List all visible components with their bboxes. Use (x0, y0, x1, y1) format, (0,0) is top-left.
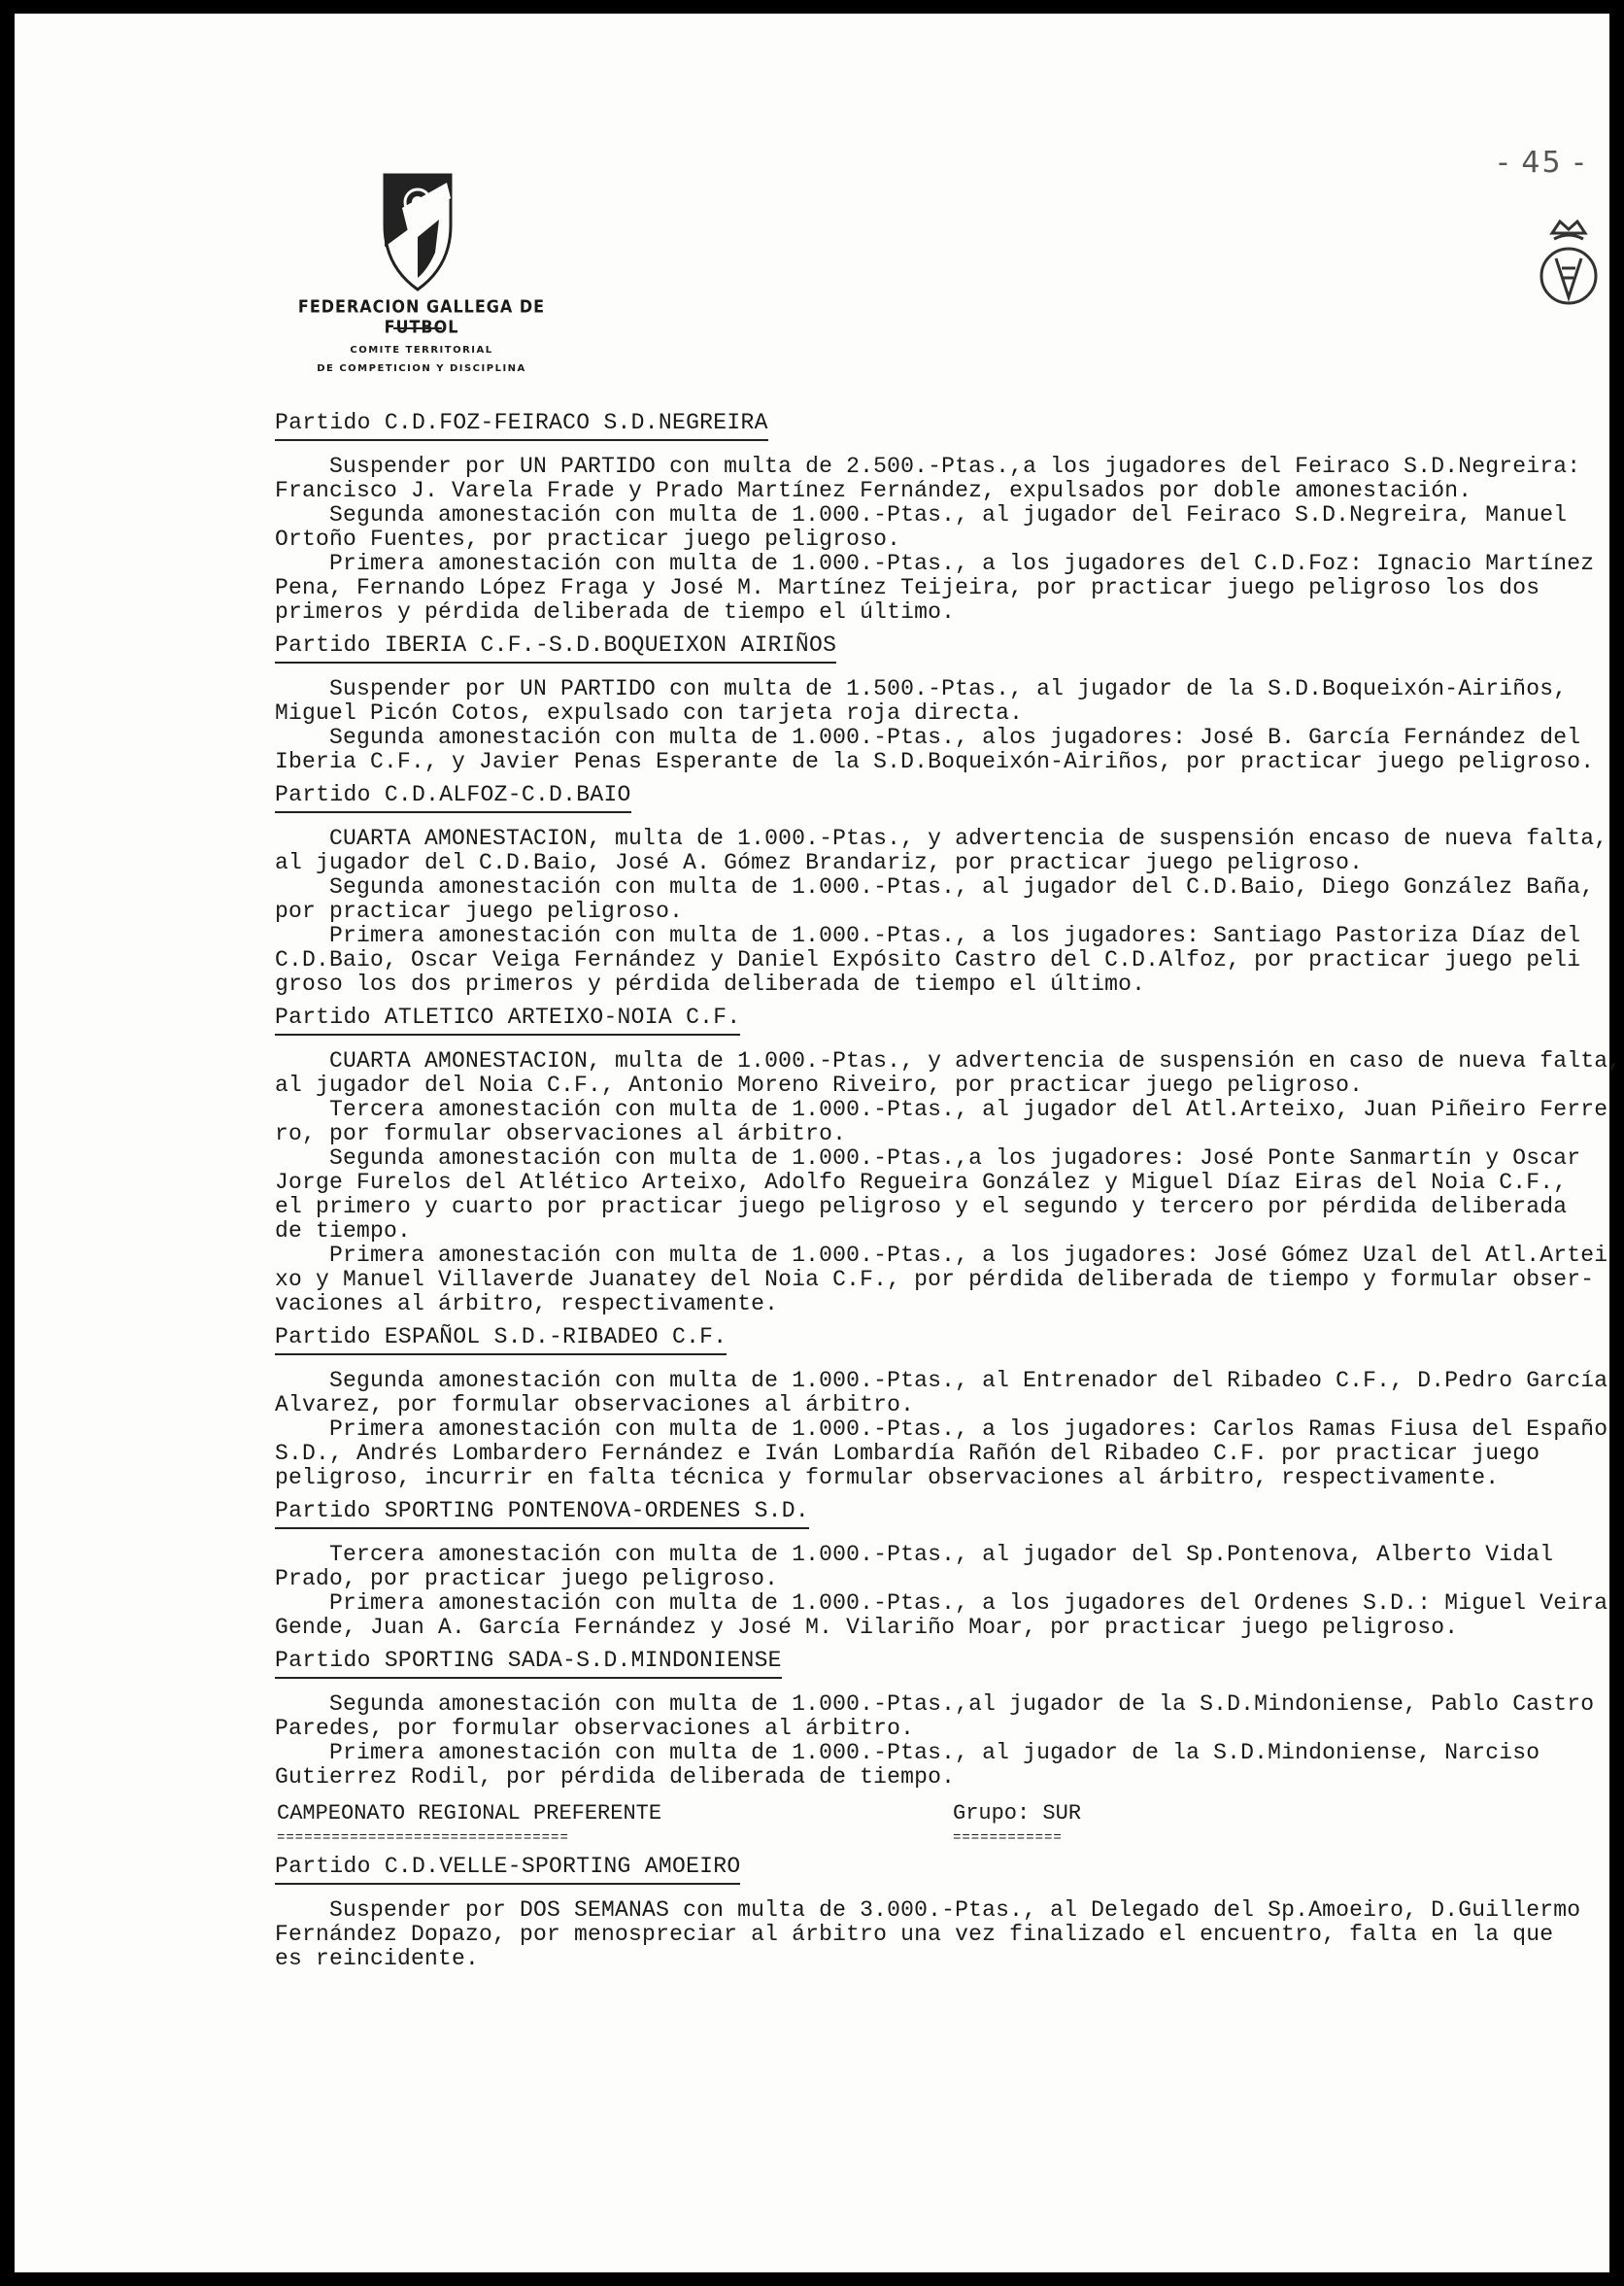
committee-line1: COMITE TERRITORIAL (350, 345, 493, 356)
resolution-paragraph: Suspender por UN PARTIDO con multa de 2.500.-Ptas.,a los jugadores del Feiraco S.D.Negreira: Francisco J. Varela Frade y Prado Martínez Fernández, expulsados por doble amonestación. (275, 454, 1581, 503)
group-name: Grupo: SUR (953, 1801, 1082, 1825)
committee-line2: DE COMPETICION Y DISCIPLINA (317, 363, 526, 374)
match-block (275, 1846, 1624, 1971)
document-page (15, 14, 1622, 2272)
match-title: Partido ATLETICO ARTEIXO-NOIA C.F. (275, 1005, 740, 1036)
championship-underline: ================================ (277, 1830, 569, 1846)
resolution-paragraph: Primera amonestación con multa de 1.000.-Ptas., a los jugadores: Carlos Ramas Fiusa del Españo S.D., Andrés Lombardero Fernández e Iván Lombardía Rañón del Ribadeo C.F. por practicar juego peligroso, incurrir en falta técnica y formular observaciones al árbitro, respectivamente. (275, 1416, 1608, 1490)
resolution-paragraph: Primera amonestación con multa de 1.000.-Ptas., al jugador de la S.D.Mindoniense, Narciso Gutierrez Rodil, por pérdida deliberada de tiempo. (275, 1740, 1540, 1790)
match-block (275, 774, 1624, 997)
header-divider (393, 327, 442, 329)
resolution-paragraph: Primera amonestación con multa de 1.000.-Ptas., a los jugadores del C.D.Foz: Ignacio Martínez Pena, Fernando López Fraga y José M. Martínez Teijeira, por practicar juego peligroso los dos primeros y pérdida deliberada de tiempo el último. (275, 551, 1595, 625)
match-block (275, 997, 1624, 1316)
resolution-paragraph: Segunda amonestación con multa de 1.000.-Ptas., al jugador del Feiraco S.D.Negreira, Manuel Ortoño Fuentes, por practicar juego peligroso. (275, 502, 1568, 552)
match-block (275, 1316, 1624, 1490)
match-title: Partido C.D.FOZ-FEIRACO S.D.NEGREIRA (275, 410, 768, 441)
group-underline: ============ (953, 1830, 1063, 1846)
resolution-paragraph: Primera amonestación con multa de 1.000.-Ptas., a los jugadores del Ordenes S.D.: Miguel Veira Gende, Juan A. García Fernández y José M. Vilariño Moar, por practicar juego peligroso. (275, 1590, 1608, 1640)
royal-crest-icon (1537, 218, 1601, 307)
resolution-paragraph: Segunda amonestación con multa de 1.000.-Ptas.,al jugador de la S.D.Mindoniense, Pablo Castro Paredes, por formular observaciones al árbitro. (275, 1691, 1595, 1741)
resolution-paragraph: Primera amonestación con multa de 1.000.-Ptas., a los jugadores: Santiago Pastoriza Díaz del C.D.Baio, Oscar Veiga Fernández y Daniel Expósito Castro del C.D.Alfoz, por practicar juego peli groso los dos primeros y pérdida deliberada de tiempo el último. (275, 923, 1581, 997)
group-heading (953, 1801, 1081, 1844)
federation-name: FEDERACION GALLEGA DE FUTBOL (297, 296, 546, 337)
page-number: - 45 - (1498, 146, 1586, 180)
federation-shield-logo-icon (379, 169, 457, 293)
match-block (275, 625, 1624, 774)
championship-name: CAMPEONATO REGIONAL PREFERENTE (277, 1801, 662, 1825)
resolution-paragraph: Suspender por DOS SEMANAS con multa de 3.000.-Ptas., al Delegado del Sp.Amoeiro, D.Guillermo Fernández Dopazo, por menospreciar al árbitro una vez finalizado el encuentro, falta en la que es reincidente. (275, 1897, 1581, 1971)
resolution-paragraph: Segunda amonestación con multa de 1.000.-Ptas., al Entrenador del Ribadeo C.F., D.Pedro García Alvarez, por formular observaciones al árbitro. (275, 1368, 1608, 1417)
match-title: Partido SPORTING SADA-S.D.MINDONIENSE (275, 1648, 782, 1679)
championship-heading (277, 1801, 661, 1844)
match-block (275, 410, 1624, 625)
championship-section-heading (275, 1801, 1624, 1846)
resolutions-content (275, 410, 1624, 1971)
match-title: Partido C.D.ALFOZ-C.D.BAIO (275, 782, 631, 813)
match-block (275, 1640, 1624, 1790)
resolution-paragraph: Segunda amonestación con multa de 1.000.-Ptas., alos jugadores: José B. García Fernández del Iberia C.F., y Javier Penas Esperante de la S.D.Boqueixón-Airiños, por practicar juego peligroso. (275, 725, 1595, 774)
resolution-paragraph: CUARTA AMONESTACION, multa de 1.000.-Ptas., y advertencia de suspensión encaso de nueva falta, al jugador del C.D.Baio, José A. Gómez Brandariz, por practicar juego peligroso. (275, 826, 1608, 875)
match-title: Partido SPORTING PONTENOVA-ORDENES S.D. (275, 1498, 809, 1529)
resolution-paragraph: Segunda amonestación con multa de 1.000.-Ptas., al jugador del C.D.Baio, Diego González Baña, por practicar juego peligroso. (275, 874, 1595, 924)
resolution-paragraph: Tercera amonestación con multa de 1.000.-Ptas., al jugador del Sp.Pontenova, Alberto Vidal Prado, por practicar juego peligroso. (275, 1542, 1554, 1591)
match-title: Partido ESPAÑOL S.D.-RIBADEO C.F. (275, 1324, 727, 1355)
resolution-paragraph: Segunda amonestación con multa de 1.000.-Ptas.,a los jugadores: José Ponte Sanmartín y Oscar Jorge Furelos del Atlético Arteixo, Adolfo Regueira González y Miguel Díaz Eiras del Noia C.F., el primero y cuarto por practicar juego peligroso y el segundo y tercero por pérdida deliberada de tiempo. (275, 1145, 1581, 1244)
match-title: Partido IBERIA C.F.-S.D.BOQUEIXON AIRIÑOS (275, 632, 836, 664)
resolution-paragraph: CUARTA AMONESTACION, multa de 1.000.-Ptas., y advertencia de suspensión en caso de nueva falta, al jugador del Noia C.F., Antonio Moreno Riveiro, por practicar juego peligroso. (275, 1048, 1622, 1098)
resolution-paragraph: Primera amonestación con multa de 1.000.-Ptas., a los jugadores: José Gómez Uzal del Atl.Artei xo y Manuel Villaverde Juanatey del Noia C.F., por pérdida deliberada de tiempo y formular obser- vaciones al árbitro, respectivamente. (275, 1243, 1608, 1316)
match-title: Partido C.D.VELLE-SPORTING AMOEIRO (275, 1854, 740, 1885)
resolution-paragraph: Suspender por UN PARTIDO con multa de 1.500.-Ptas., al jugador de la S.D.Boqueixón-Airiños, Miguel Picón Cotos, expulsado con tarjeta roja directa. (275, 676, 1568, 726)
resolution-paragraph: Tercera amonestación con multa de 1.000.-Ptas., al jugador del Atl.Arteixo, Juan Piñeiro Ferre ro, por formular observaciones al árbitro. (275, 1097, 1608, 1146)
match-block (275, 1490, 1624, 1640)
